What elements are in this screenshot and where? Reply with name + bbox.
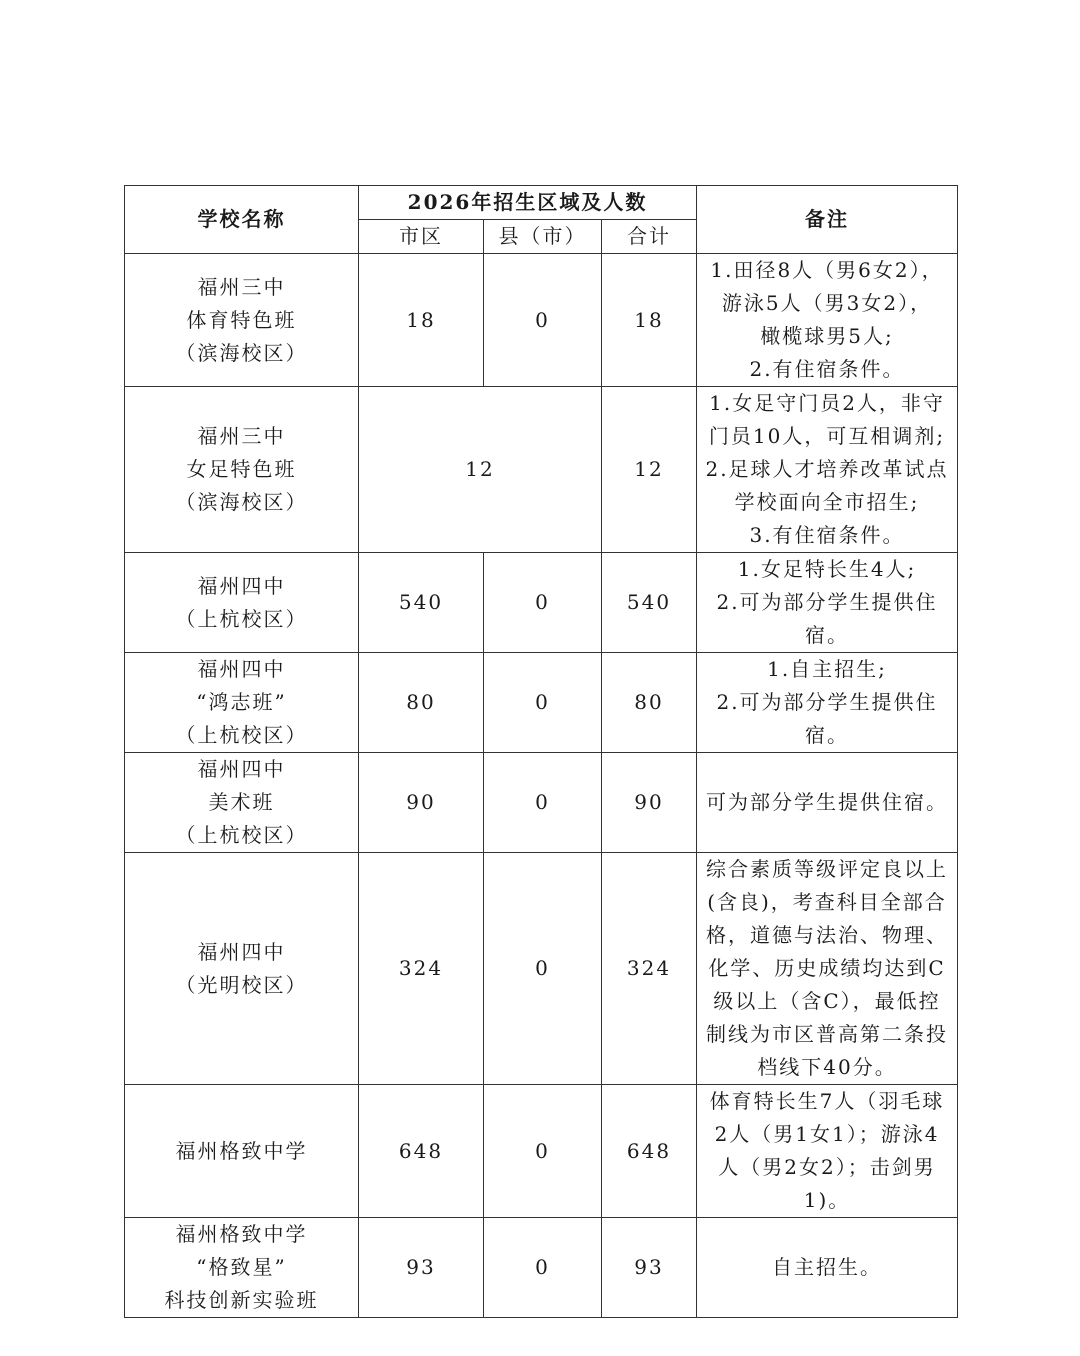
county-count: 0 <box>484 653 602 753</box>
remark-line: 学校面向全市招生; <box>734 490 920 514</box>
total-count: 80 <box>602 653 697 753</box>
total-count: 540 <box>602 553 697 653</box>
remark-line: 1.自主招生; <box>767 657 887 681</box>
urban-count: 324 <box>359 853 484 1085</box>
urban-count: 93 <box>359 1218 484 1318</box>
total-count: 90 <box>602 753 697 853</box>
urban-count: 648 <box>359 1085 484 1218</box>
total-count: 18 <box>602 254 697 387</box>
table-row <box>125 1085 958 1218</box>
remark-cell <box>697 387 958 553</box>
remark-line: 宿。 <box>805 623 850 647</box>
school-name: 福州四中 （上杭校区） <box>125 553 359 653</box>
remark-cell <box>697 1085 958 1218</box>
header-total: 合计 <box>602 220 697 254</box>
school-name: 福州四中 美术班 （上杭校区） <box>125 753 359 853</box>
remark-line: 1.女足守门员2人，非守 <box>709 391 945 415</box>
table-row <box>125 753 958 853</box>
table-row <box>125 653 958 753</box>
enrollment-table <box>124 185 958 1318</box>
remark-cell <box>697 853 958 1085</box>
remark-line: 体育特长生7人（羽毛球 <box>709 1089 945 1113</box>
school-name: 福州三中 体育特色班 （滨海校区） <box>125 254 359 387</box>
total-count: 12 <box>602 387 697 553</box>
remark-line: 宿。 <box>805 723 850 747</box>
remark-line: 橄榄球男5人; <box>760 324 894 348</box>
remark-line: 1.田径8人（男6女2）， <box>710 258 944 282</box>
remark-line: 1.女足特长生4人; <box>737 557 917 581</box>
urban-count: 80 <box>359 653 484 753</box>
table-row <box>125 387 958 553</box>
remark-line: 制线为市区普高第二条投 <box>706 1022 949 1046</box>
remark-line: 可为部分学生提供住宿。 <box>706 790 949 814</box>
header-school-name: 学校名称 <box>125 186 359 254</box>
remark-line: 2.可为部分学生提供住 <box>716 590 938 614</box>
school-name: 福州四中 “鸿志班” （上杭校区） <box>125 653 359 753</box>
remark-line: 1)。 <box>803 1188 851 1212</box>
total-count: 93 <box>602 1218 697 1318</box>
county-count: 0 <box>484 1085 602 1218</box>
urban-count: 18 <box>359 254 484 387</box>
county-count: 0 <box>484 753 602 853</box>
remark-cell <box>697 553 958 653</box>
county-count: 0 <box>484 553 602 653</box>
remark-line: 游泳5人（男3女2）， <box>721 291 933 315</box>
remark-line: 2.可为部分学生提供住 <box>716 690 938 714</box>
remark-line: 人（男2女2）；击剑男 <box>718 1155 936 1179</box>
remark-line: 3.有住宿条件。 <box>749 523 905 547</box>
remark-cell <box>697 653 958 753</box>
remark-cell <box>697 753 958 853</box>
remark-cell <box>697 254 958 387</box>
total-count: 324 <box>602 853 697 1085</box>
remark-line: 门员10人，可互相调剂; <box>708 424 946 448</box>
header-urban: 市区 <box>359 220 484 254</box>
remark-line: 2.有住宿条件。 <box>749 357 905 381</box>
school-name: 福州格致中学 “格致星” 科技创新实验班 <box>125 1218 359 1318</box>
school-name: 福州四中 （光明校区） <box>125 853 359 1085</box>
urban-count: 90 <box>359 753 484 853</box>
table-row <box>125 553 958 653</box>
school-name: 福州格致中学 <box>125 1085 359 1218</box>
remark-line: 级以上（含C），最低控 <box>713 989 941 1013</box>
table-row <box>125 254 958 387</box>
merged-count: 12 <box>359 387 602 553</box>
total-count: 648 <box>602 1085 697 1218</box>
header-county: 县（市） <box>484 220 602 254</box>
remark-line: 格，道德与法治、物理、 <box>706 923 949 947</box>
county-count: 0 <box>484 1218 602 1318</box>
remark-line: 化学、历史成绩均达到C <box>708 956 946 980</box>
school-name: 福州三中 女足特色班 （滨海校区） <box>125 387 359 553</box>
county-count: 0 <box>484 254 602 387</box>
remark-line: 档线下40分。 <box>757 1055 897 1079</box>
header-remark: 备注 <box>697 186 958 254</box>
header-region-group: 2026年招生区域及人数 <box>359 186 697 220</box>
remark-line: 2.足球人才培养改革试点 <box>705 457 949 481</box>
remark-line: 自主招生。 <box>772 1255 883 1279</box>
county-count: 0 <box>484 853 602 1085</box>
table-body <box>125 254 958 1318</box>
remark-line: 综合素质等级评定良以上 <box>706 857 949 881</box>
urban-count: 540 <box>359 553 484 653</box>
table-row <box>125 853 958 1085</box>
remark-line: (含良)，考查科目全部合 <box>707 890 947 914</box>
table-row <box>125 1218 958 1318</box>
remark-line: 2人（男1女1）；游泳4 <box>714 1122 940 1146</box>
remark-cell <box>697 1218 958 1318</box>
